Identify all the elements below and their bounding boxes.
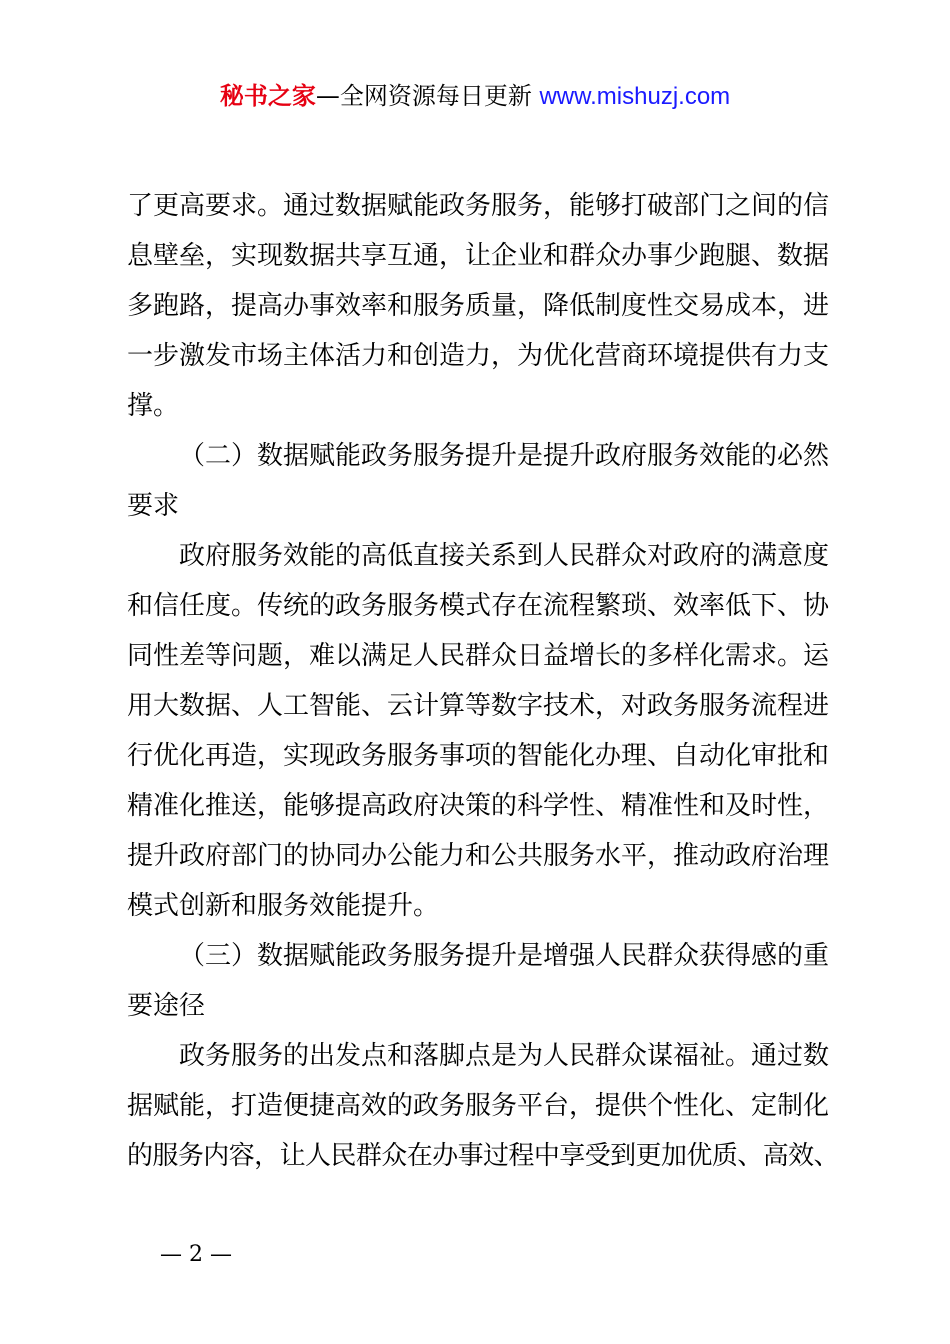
text-line: 据赋能，打造便捷高效的政务服务平台，提供个性化、定制化: [127, 1091, 830, 1121]
page-header: [0, 80, 950, 113]
header-slogan: —全网资源每日更新: [315, 82, 540, 110]
section-heading-2-cont: 要求: [127, 491, 180, 521]
text-line: 政务服务的出发点和落脚点是为人民群众谋福祉。通过数: [179, 1041, 830, 1071]
text-line: 的服务内容，让人民群众在办事过程中享受到更加优质、高效、: [127, 1141, 839, 1171]
text-line: 政府服务效能的高低直接关系到人民群众对政府的满意度: [179, 541, 830, 571]
text-line: 提升政府部门的协同办公能力和公共服务水平，推动政府治理: [127, 841, 830, 871]
text-line: 同性差等问题，难以满足人民群众日益增长的多样化需求。运: [127, 641, 830, 671]
document-body: [127, 181, 839, 1181]
text-line: 撑。: [127, 391, 180, 421]
text-line: 多跑路，提高办事效率和服务质量，降低制度性交易成本，进: [127, 291, 830, 321]
text-line: 用大数据、人工智能、云计算等数字技术，对政务服务流程进: [127, 691, 830, 721]
section-heading-2: （二）数据赋能政务服务提升是提升政府服务效能的必然: [179, 441, 830, 471]
page-number: — 2 —: [160, 1242, 232, 1267]
brand-name: 秘书之家: [219, 82, 316, 110]
section-heading-3-cont: 要途径: [127, 991, 206, 1021]
text-line: 行优化再造，实现政务服务事项的智能化办理、自动化审批和: [127, 741, 830, 771]
text-line: 息壁垒，实现数据共享互通，让企业和群众办事少跑腿、数据: [127, 241, 830, 271]
section-heading-3: （三）数据赋能政务服务提升是增强人民群众获得感的重: [179, 941, 830, 971]
text-line: 和信任度。传统的政务服务模式存在流程繁琐、效率低下、协: [127, 591, 830, 621]
text-line: 精准化推送，能够提高政府决策的科学性、精准性和及时性，: [127, 791, 830, 821]
text-line: 一步激发市场主体活力和创造力，为优化营商环境提供有力支: [127, 341, 830, 371]
header-url[interactable]: www.mishuzj.com: [539, 83, 731, 110]
text-line: 了更高要求。通过数据赋能政务服务，能够打破部门之间的信: [127, 191, 830, 221]
text-line: 模式创新和服务效能提升。: [127, 891, 440, 921]
